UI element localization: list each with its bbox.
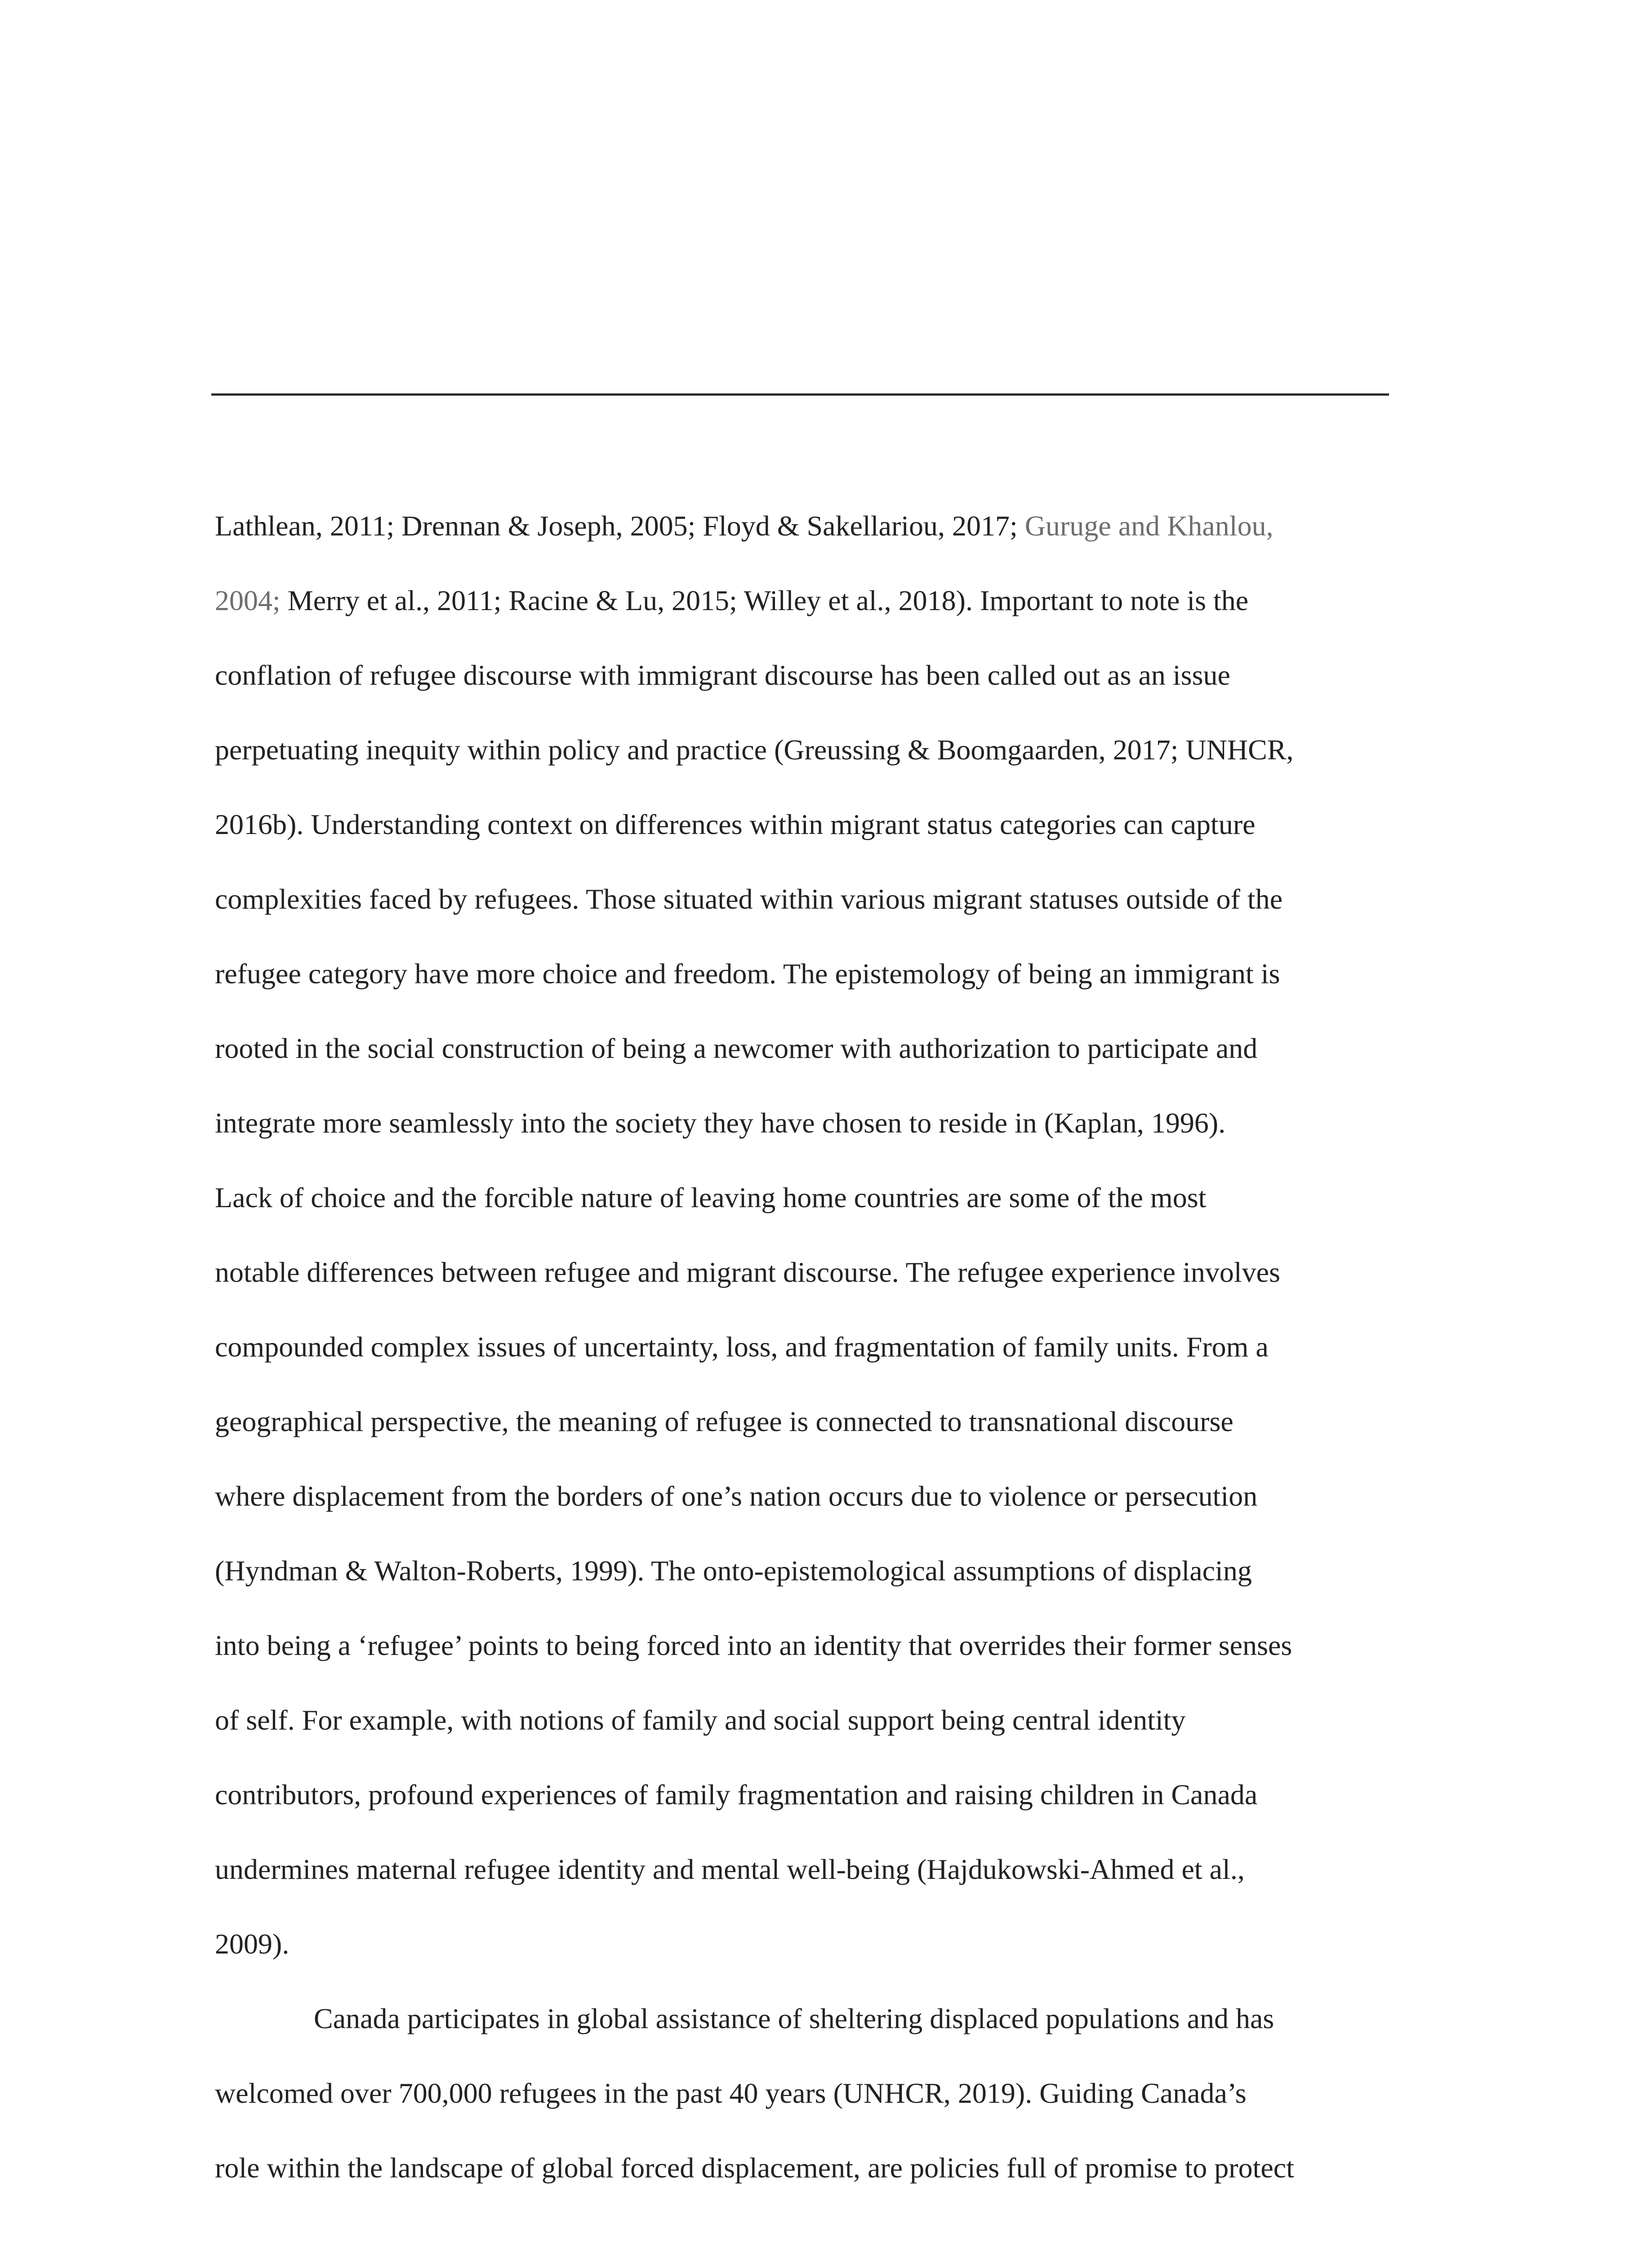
text-line: complexities faced by refugees. Those situated within various migrant statuses outside of the xyxy=(215,883,1283,915)
line-text-gray: Guruge and Khanlou, xyxy=(1024,510,1274,542)
text-line: 2016b). Understanding context on differences within migrant status categories can capture xyxy=(215,808,1256,840)
text-line: 2009). xyxy=(215,1928,289,1960)
text-line: notable differences between refugee and migrant discourse. The refugee experience involves xyxy=(215,1256,1280,1288)
text-line: integrate more seamlessly into the society they have chosen to reside in (Kaplan, 1996). xyxy=(215,1107,1226,1139)
line-text-gray: 2004; xyxy=(215,584,281,616)
text-line: into being a ‘refugee’ points to being forced into an identity that overrides their former senses xyxy=(215,1629,1292,1661)
text-line: undermines maternal refugee identity and mental well-being (Hajdukowski-Ahmed et al., xyxy=(215,1853,1245,1885)
text-line: role within the landscape of global forced displacement, are policies full of promise to protect xyxy=(215,2152,1294,2184)
text-line: compounded complex issues of uncertainty, loss, and fragmentation of family units. From a xyxy=(215,1331,1269,1363)
text-line: conflation of refugee discourse with immigrant discourse has been called out as an issue xyxy=(215,659,1230,691)
paragraph-first-line: Canada participates in global assistance of sheltering displaced populations and has xyxy=(314,2003,1274,2034)
text-line: of self. For example, with notions of family and social support being central identity xyxy=(215,1704,1186,1736)
header-rule xyxy=(211,393,1389,396)
text-line xyxy=(215,586,1248,615)
text-line xyxy=(215,512,1274,540)
text-line: rooted in the social construction of being a newcomer with authorization to participate and xyxy=(215,1032,1258,1064)
text-line: welcomed over 700,000 refugees in the past 40 years (UNHCR, 2019). Guiding Canada’s xyxy=(215,2077,1247,2109)
line-text: Lathlean, 2011; Drennan & Joseph, 2005; Floyd & Sakellariou, 2017; xyxy=(215,510,1025,542)
text-line: geographical perspective, the meaning of refugee is connected to transnational discourse xyxy=(215,1405,1233,1437)
text-line: refugee category have more choice and freedom. The epistemology of being an immigrant is xyxy=(215,958,1280,990)
line-text-tail: Merry et al., 2011; Racine & Lu, 2015; Willey et al., 2018). Important to note is the xyxy=(280,584,1249,616)
text-line: (Hyndman & Walton-Roberts, 1999). The onto-epistemological assumptions of displacing xyxy=(215,1555,1252,1587)
text-line: Lack of choice and the forcible nature of leaving home countries are some of the most xyxy=(215,1182,1207,1213)
text-line: contributors, profound experiences of family fragmentation and raising children in Canada xyxy=(215,1779,1258,1811)
text-line: where displacement from the borders of one’s nation occurs due to violence or persecution xyxy=(215,1480,1258,1512)
text-line: perpetuating inequity within policy and practice (Greussing & Boomgaarden, 2017; UNHCR, xyxy=(215,734,1294,766)
